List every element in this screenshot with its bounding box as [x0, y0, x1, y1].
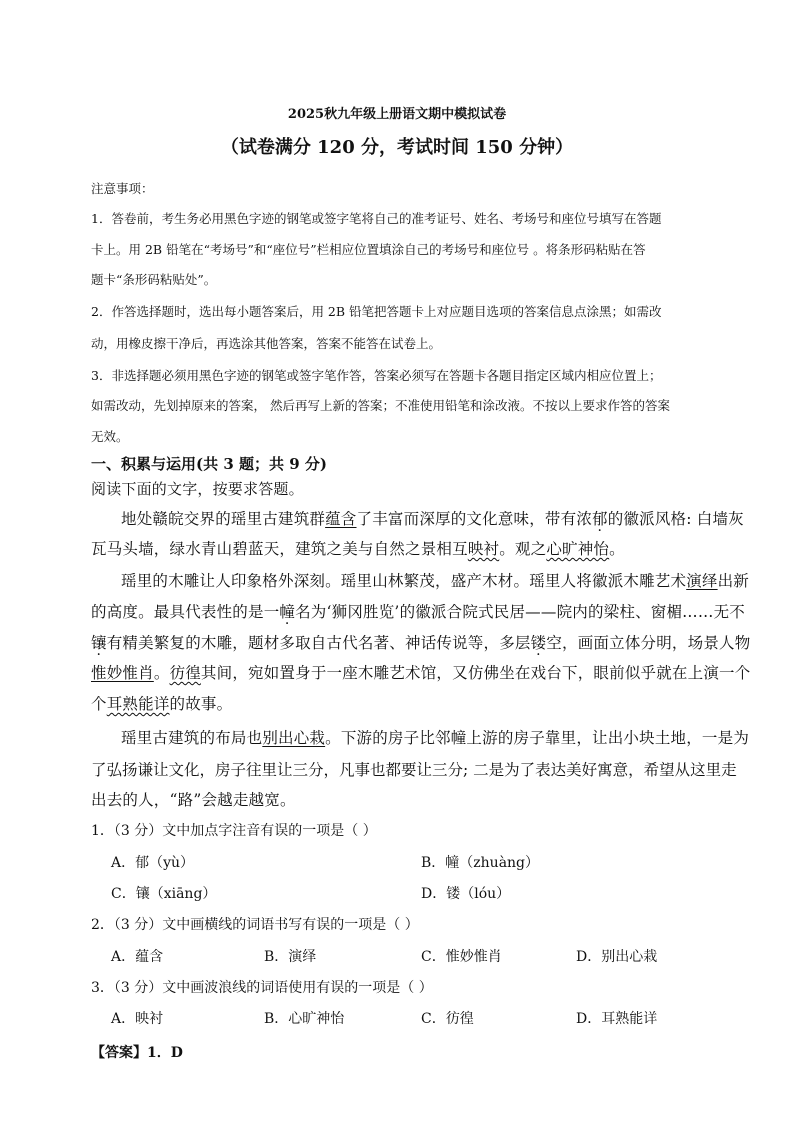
passage-text: 出新: [717, 572, 750, 590]
passage-text: 其间，宛如置身于一座木雕艺术馆，又仿佛坐在戏台下，眼前似乎就在上演一个: [200, 664, 751, 682]
option-b[interactable]: B．幢（zhuàng）: [421, 855, 540, 871]
note-line: 如需改动，先划掉原来的答案， 然后再写上新的答案；不准使用铅笔和涂改液。不按以上要求作答的答案: [91, 398, 670, 413]
passage-text: 。: [609, 540, 625, 558]
answer-line: 【答案】1．D: [91, 1045, 183, 1061]
exam-subtitle: （试卷满分 120 分，考试时间 150 分钟）: [220, 137, 574, 158]
option-c[interactable]: C．彷徨: [421, 1011, 474, 1027]
wavy-word: 耳熟能详: [106, 695, 170, 713]
question-stem: 3．（3 分）文中画波浪线的词语使用有误的一项是（ ）: [91, 980, 433, 996]
passage-text: 名为‘狮冈胜览’的徽派合院式民居——院内的梁柱、窗楣……无不: [295, 603, 745, 621]
passage-text: 。观之: [499, 540, 547, 558]
question-stem: 1．（3 分）文中加点字注音有误的一项是（ ）: [91, 823, 377, 839]
notes-heading: 注意事项：: [91, 181, 154, 196]
wavy-word: 彷徨: [169, 664, 201, 682]
option-d[interactable]: D．耳熟能详: [576, 1011, 658, 1027]
note-line: 1．答卷前，考生务必用黑色字迹的钢笔或签字笔将自己的准考证号、姓名、考场号和座位号填写在答题: [91, 211, 662, 226]
note-line: 动，用橡皮擦干净后，再选涂其他答案，答案不能答在试卷上。: [91, 336, 442, 351]
passage-text: 瑶里的木雕让人印象格外深刻。瑶里山林繁茂，盛产木材。瑶里人将徽派木雕艺术: [121, 572, 687, 590]
passage-text: 的故事。: [169, 695, 233, 713]
passage-line: [91, 661, 750, 683]
option-b[interactable]: B．心旷神怡: [264, 1011, 345, 1027]
passage-line: [91, 631, 750, 653]
underlined-word: 惟妙惟肖: [91, 664, 154, 682]
passage-text: 个: [91, 695, 107, 713]
underlined-word: 演绎: [686, 572, 718, 590]
note-line: 题卡“条形码粘贴处”。: [91, 272, 217, 287]
passage-line: [121, 569, 749, 591]
option-a[interactable]: A．郁（yù）: [111, 855, 195, 871]
option-a[interactable]: A．蕴含: [111, 949, 164, 965]
passage-text: 瓦马头墙，绿水青山碧蓝天，建筑之美与自然之景相互: [91, 540, 468, 558]
passage-line: [91, 600, 745, 622]
note-line: 3．非选择题必须用黑色字迹的钢笔或签字笔作答，答案必须写在答题卡各题目指定区域内相应位置上；: [91, 368, 662, 383]
note-line: 卡上。用 2B 铅笔在“考场号”和“座位号”栏相应位置填涂自己的考场号和座位号 。将条形码粘贴在答: [91, 242, 646, 257]
passage-text: 瑶里古建筑的布局也: [121, 729, 263, 747]
dotted-char: 镂: [530, 634, 547, 652]
passage-text: 地处赣皖交界的瑶里古建筑群: [121, 510, 326, 528]
passage-text: 空，画面立体分明，场景人物: [546, 634, 751, 652]
passage-text: 的高度。最具代表性的是一: [91, 603, 280, 621]
section-instruction: 阅读下面的文字，按要求答题。: [91, 480, 304, 498]
passage-line: [121, 726, 749, 748]
exam-title: 2025秋九年级上册语文期中模拟试卷: [287, 107, 507, 122]
option-d[interactable]: D．镂（lóu）: [421, 886, 511, 902]
passage-text: 。下游的房子比邻幢上游的房子靠里，让出小块土地，一是为: [325, 729, 750, 747]
option-c[interactable]: C．惟妙惟肖: [421, 949, 502, 965]
passage-line: 出去的人，“路”会越走越宽。: [91, 791, 296, 809]
dotted-char: 幢: [279, 603, 296, 621]
underlined-word: 蕴含: [325, 510, 357, 528]
option-d[interactable]: D．别出心栽: [576, 949, 658, 965]
passage-text: 有精美繁复的木雕，题材多取自古代名著、神话传说等，多层: [106, 634, 531, 652]
option-a[interactable]: A．映衬: [111, 1011, 164, 1027]
wavy-word: 映衬: [467, 540, 500, 558]
passage-line: [121, 507, 744, 529]
passage-line: 了弘扬谦让文化，房子往里让三分，凡事也都要让三分; 二是为了表达美好寓意，希望从这里走: [91, 761, 737, 779]
note-line: 2．作答选择题时，选出每小题答案后，用 2B 铅笔把答题卡上对应题目选项的答案信息点涂黑；如需改: [91, 304, 662, 319]
option-b[interactable]: B．演绎: [264, 949, 317, 965]
dotted-char: 郁: [592, 510, 608, 528]
underlined-word: 别出心栽: [262, 729, 326, 747]
note-line: 无效。: [91, 429, 129, 444]
option-c[interactable]: C．镶（xiāng）: [111, 886, 217, 902]
passage-text: 。: [153, 664, 170, 682]
passage-text: 的徽派风格: 白墙灰: [607, 510, 744, 528]
question-stem: 2．（3 分）文中画横线的词语书写有误的一项是（ ）: [91, 917, 419, 933]
passage-line: [91, 692, 232, 714]
passage-line: [91, 537, 625, 559]
dotted-char: 镶: [91, 634, 107, 652]
section-heading: 一、积累与运用(共 3 题；共 9 分): [91, 455, 327, 473]
passage-text: 了丰富而深厚的文化意味，带有浓: [356, 510, 593, 528]
wavy-word: 心旷神怡: [546, 540, 610, 558]
